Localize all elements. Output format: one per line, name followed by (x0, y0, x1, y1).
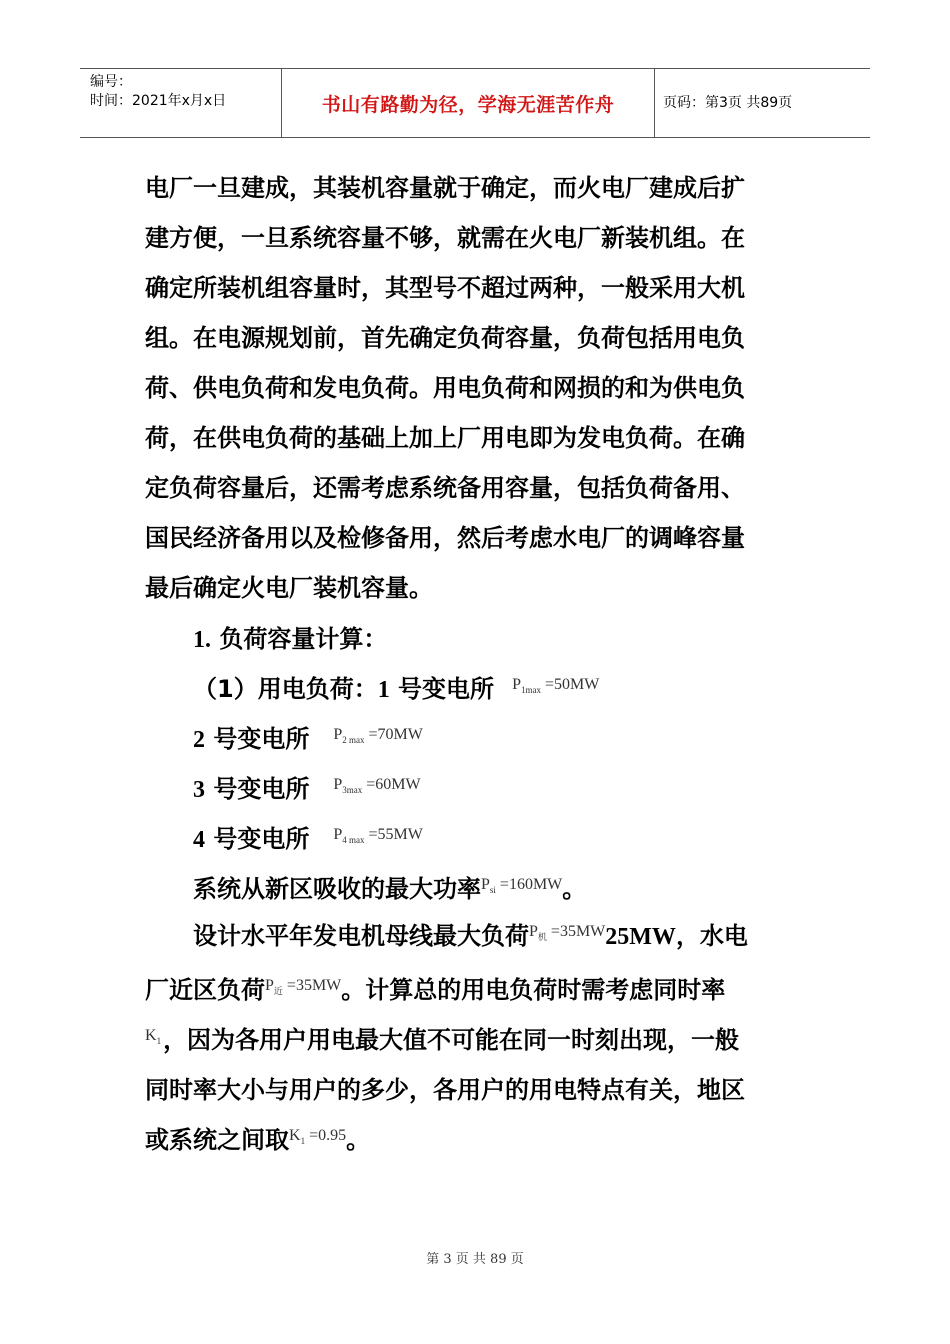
formula: Psi =160MW (481, 876, 563, 896)
load-item-2 (193, 719, 423, 754)
load-item-3 (193, 769, 421, 804)
substation-label: 号变电所 (205, 775, 310, 803)
substation-number: 4 (193, 827, 205, 853)
design-load-line: 设计水平年发电机母线最大负荷$^{P_机 =35MW}$25MW，水电 (193, 922, 748, 950)
load-item-1 (193, 669, 599, 704)
substation-label: 号变电所 (389, 675, 495, 703)
paragraph-line: 电厂一旦建成，其装机容量就于确定，而火电厂建成后扩 (145, 174, 745, 202)
time-label: 时间：2021年x月x日 (90, 93, 227, 109)
substation-label: 号变电所 (205, 825, 310, 853)
formula: P2 max =70MW (333, 726, 423, 746)
page-info: 页码：第3页 共89页 (663, 95, 793, 111)
formula: P机 =35MW (529, 923, 606, 943)
formula: P近 =35MW (265, 977, 342, 997)
paragraph-line: 组。在电源规划前，首先确定负荷容量，负荷包括用电负 (145, 324, 745, 352)
formula: K1 =0.95 (289, 1127, 347, 1147)
paragraph-line: 荷、供电负荷和发电负荷。用电负荷和网损的和为供电负 (145, 374, 745, 402)
motto-text: 书山有路勤为径，学海无涯苦作舟 (321, 93, 615, 116)
substation-number: 2 (193, 727, 205, 753)
section-number: 1. (193, 627, 211, 653)
substation-number: 3 (193, 777, 205, 803)
header-meta-cell (80, 69, 281, 137)
header-motto-cell (282, 69, 654, 137)
formula: P1max =50MW (512, 676, 600, 696)
paragraph-line: 国民经济备用以及检修备用，然后考虑水电厂的调峰容量 (145, 524, 745, 552)
paragraph-line: 同时率大小与用户的多少，各用户的用电特点有关，地区 (145, 1076, 745, 1104)
paragraph-line: 建方便，一旦系统容量不够，就需在火电厂新装机组。在 (145, 224, 745, 252)
header-page-cell (655, 69, 870, 137)
number-label: 编号： (90, 74, 132, 90)
formula: P4 max =55MW (333, 826, 423, 846)
paragraph-line: 确定所装机组容量时，其型号不超过两种，一般采用大机 (145, 274, 745, 302)
document-header (80, 68, 870, 138)
near-load-line: 厂近区负荷$^{P_近 =35MW}$。计算总的用电负荷时需考虑同时率 (145, 976, 726, 1004)
page-footer: 第 3 页 共 89 页 (426, 1252, 524, 1267)
paragraph-line: 荷，在供电负荷的基础上加上厂用电即为发电负荷。在确 (145, 424, 745, 452)
system-power-line: 系统从新区吸收的最大功率$^{P_{si} =160MW}$。 (193, 875, 587, 903)
paragraph-line: 定负荷容量后，还需考虑系统备用容量，包括负荷备用、 (145, 474, 745, 502)
paragraph-line: 最后确定火电厂装机容量。 (145, 574, 433, 602)
struck-value: 25MW (605, 924, 676, 950)
formula: K1 (145, 1027, 162, 1047)
coefficient-line: $^{K_1}$，因为各用户用电最大值不可能在同一时刻出现，一般 (145, 1026, 740, 1054)
substation-number: 1 (377, 677, 390, 703)
section-title (193, 619, 387, 654)
substation-label: 号变电所 (205, 725, 310, 753)
section-title-text: 负荷容量计算： (211, 625, 388, 653)
item-prefix: （1）用电负荷： (193, 675, 378, 703)
formula: P3max =60MW (333, 776, 421, 796)
final-line: 或系统之间取$^{K_1 =0.95}$。 (145, 1126, 371, 1154)
load-item-4 (193, 819, 423, 854)
